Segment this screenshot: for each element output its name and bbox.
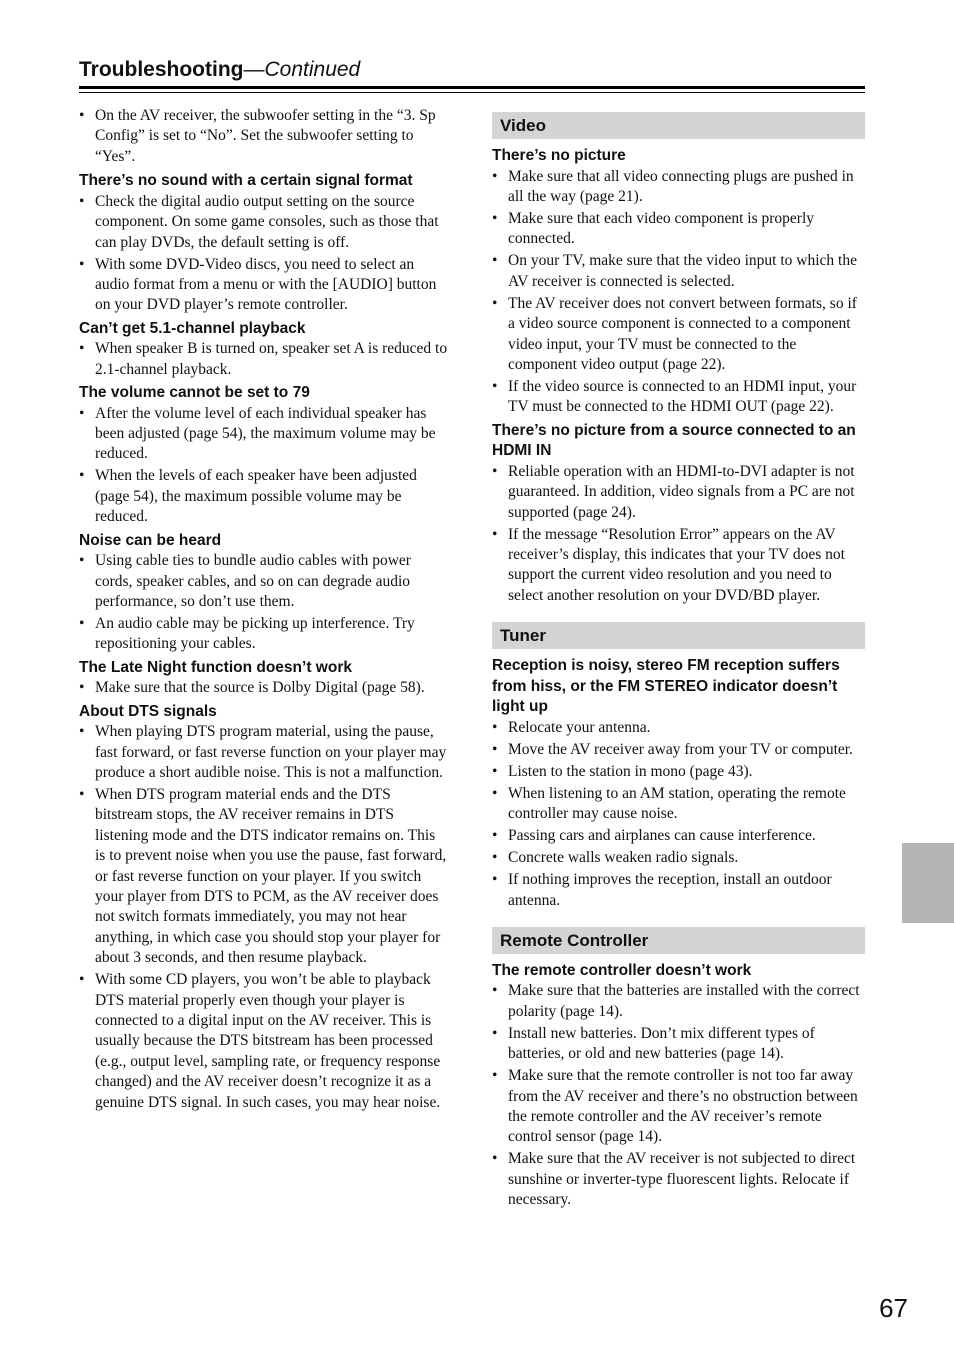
list-item: • After the volume level of each individual speaker has been adjusted (page 54), the maximum volume may be reduced. — [79, 404, 436, 463]
section-heading: About DTS signals — [79, 702, 217, 720]
list-item: • When playing DTS program material, using the pause, fast forward, or fast reverse function on your player may produce a short audible noise. This is not a malfunction. — [79, 723, 447, 781]
item-list — [79, 192, 449, 316]
section-heading: The Late Night function doesn’t work — [79, 658, 352, 676]
section-heading: The remote controller doesn’t work — [492, 961, 752, 979]
list-item: • On the AV receiver, the subwoofer setting in the “3. Sp Config” is set to “No”. Set the subwoofer setting to “Yes”. — [79, 107, 436, 165]
list-item: • When listening to an AM station, operating the remote controller may cause noise. — [492, 784, 846, 823]
list-item: • The AV receiver does not convert between formats, so if a video source component is connected to a component video input, your TV must be connected to the component video output (page 22). — [492, 294, 857, 373]
list-item: • When DTS program material ends and the DTS bitstream stops, the AV receiver remains in DTS listening mode and the DTS indicator remains on. This is to prevent noise when you use the pause, fast forward, or fast reverse function on your player. If you switch your player from DTS to PCM, as the AV receiver does not switch formats immediately, you may not hear anything, in which case you should stop your player for about 3 seconds, and then resume playback. — [79, 785, 447, 967]
section-remote-not-working — [492, 961, 865, 1211]
section-reception-noisy — [492, 656, 865, 911]
list-item: • Reliable operation with an HDMI-to-DVI adapter is not guaranteed. In addition, video signals from a PC are not supported (page 24). — [492, 462, 855, 521]
item-list — [492, 981, 865, 1210]
section-heading: Noise can be heard — [79, 531, 222, 549]
item-list — [79, 551, 449, 655]
list-item: • Make sure that the AV receiver is not subjected to direct sunshine or inverter-type fluorescent lights. Relocate if necessary. — [492, 1150, 856, 1209]
item-list — [79, 678, 449, 698]
left-column — [79, 106, 449, 1116]
page-header — [79, 56, 865, 84]
section-dts-signals — [79, 702, 449, 1113]
list-item: • With some DVD-Video discs, you need to select an audio format from a menu or with the [AUDIO] button on your DVD player’s remote controller. — [79, 255, 437, 314]
list-item: • Make sure that each video component is properly connected. — [492, 209, 815, 248]
right-column — [492, 112, 865, 1214]
intro-list — [79, 106, 449, 167]
section-heading: The volume cannot be set to 79 — [79, 384, 310, 402]
section-no-sound-signal-format — [79, 171, 449, 316]
header-rule-thin — [79, 92, 865, 93]
list-item: • When speaker B is turned on, speaker set A is reduced to 2.1-channel playback. — [79, 340, 448, 378]
section-bar-tuner: Tuner — [492, 622, 865, 649]
section-volume-79 — [79, 383, 449, 528]
section-noise — [79, 531, 449, 655]
section-bar-video: Video — [492, 112, 865, 139]
list-item: • If nothing improves the reception, install an outdoor antenna. — [492, 871, 832, 909]
item-list — [492, 462, 865, 606]
list-item: • Make sure that the batteries are installed with the correct polarity (page 14). — [492, 982, 860, 1020]
list-item: • Relocate your antenna. — [492, 718, 651, 736]
list-item: • If the video source is connected to an HDMI input, your TV must be connected to the HDMI OUT (page 22). — [492, 377, 857, 416]
page-number: 67 — [879, 1293, 908, 1323]
item-list — [79, 722, 449, 1113]
list-item: • With some CD players, you won’t be able to playback DTS material properly even though your player is connected to a digital input on the AV receiver. This is usually because the DTS bitstream has been processed (e.g., output level, sampling rate, or frequency response changed) and the AV receiver doesn’t recognize it as a genuine DTS signal. In such cases, you may hear noise. — [79, 971, 441, 1111]
list-item: • Make sure that the remote controller is not too far away from the AV receiver and there’s no obstruction between the remote controller and the AV receiver’s remote control sensor (page 14). — [492, 1067, 858, 1146]
section-late-night — [79, 658, 449, 699]
list-item: • Make sure that the source is Dolby Digital (page 58). — [79, 679, 425, 697]
section-51-playback — [79, 319, 449, 380]
section-heading: There’s no picture — [492, 147, 626, 164]
page-title: Troubleshooting—Continued — [79, 58, 361, 81]
list-item: • Install new batteries. Don’t mix different types of batteries, or old and new batteries (page 14). — [492, 1024, 815, 1063]
list-item: • Using cable ties to bundle audio cables with power cords, speaker cables, and so on can degrade audio performance, so don’t use them. — [79, 552, 411, 610]
list-item: • If the message “Resolution Error” appears on the AV receiver’s display, this indicates that your TV does not support the current video resolution and you need to select another resolution on your DVD/BD player. — [492, 525, 845, 604]
item-list — [492, 718, 865, 911]
section-heading: Can’t get 5.1-channel playback — [79, 319, 306, 337]
section-no-picture-hdmi — [492, 421, 865, 606]
continued-label: —Continued — [243, 58, 361, 81]
list-item: • Listen to the station in mono (page 43). — [492, 762, 753, 780]
section-heading: There’s no picture from a source connected to an HDMI IN — [492, 421, 856, 460]
item-list — [492, 167, 865, 418]
list-item: • On your TV, make sure that the video input to which the AV receiver is connected is selected. — [492, 252, 857, 290]
list-item: • Check the digital audio output setting on the source component. On some game consoles, such as those that can play DVDs, the default setting is off. — [79, 192, 439, 251]
list-item: • Make sure that all video connecting plugs are pushed in all the way (page 21). — [492, 167, 854, 205]
list-item: • Passing cars and airplanes can cause interference. — [492, 827, 816, 845]
list-item: • Move the AV receiver away from your TV or computer. — [492, 740, 853, 758]
section-bar-remote-controller: Remote Controller — [492, 927, 865, 954]
item-list — [79, 339, 449, 380]
list-item: • When the levels of each speaker have been adjusted (page 54), the maximum possible volume may be reduced. — [79, 467, 417, 526]
section-no-picture — [492, 146, 865, 418]
list-item: • Concrete walls weaken radio signals. — [492, 849, 739, 867]
item-list — [79, 404, 449, 528]
list-item: • An audio cable may be picking up interference. Try repositioning your cables. — [79, 614, 415, 653]
header-rule-thick — [79, 86, 865, 89]
section-heading: There’s no sound with a certain signal format — [79, 172, 413, 190]
section-heading: Reception is noisy, stereo FM reception suffers from hiss, or the FM STEREO indicator doesn’t light up — [492, 657, 840, 716]
side-thumb-tab — [902, 843, 954, 923]
